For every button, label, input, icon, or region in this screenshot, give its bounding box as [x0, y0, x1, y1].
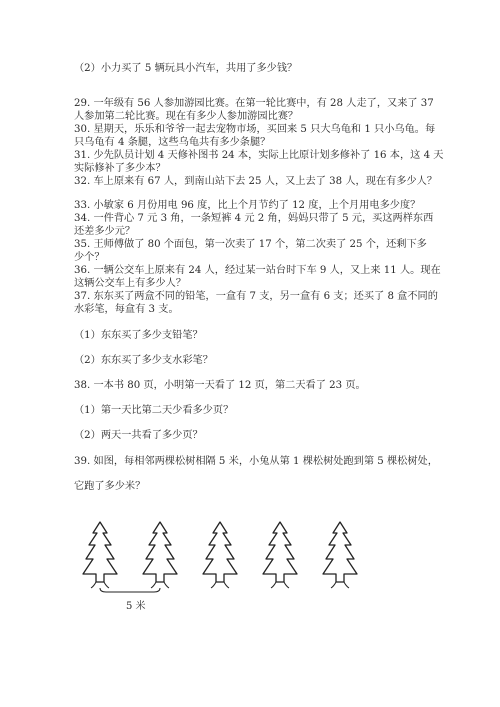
pine-tree-icon [203, 522, 237, 588]
question-31-line-2: 实际修补了多少本？ [74, 163, 166, 174]
question-34-line-1: 34. 一件背心 7 元 3 角，一条短裤 4 元 2 角，妈妈只带了 5 元，买这两样东西 [74, 213, 434, 224]
distance-brace [100, 588, 160, 592]
question-38: 38. 一本书 80 页，小明第一天看了 12 页，第二天看了 23 页。 [74, 380, 366, 391]
question-37-part-2: （2）东东买了多少支水彩笔？ [74, 355, 213, 366]
pine-tree-icon [143, 522, 177, 588]
question-30-line-2: 只乌龟有 4 条腿，这些乌龟共有多少条腿？ [74, 137, 271, 148]
question-33: 33. 小敏家 6 月份用电 96 度，比上个月节约了 12 度，上个月用电多少度？ [74, 200, 421, 211]
question-38-part-2: （2）两天一共看了多少页？ [74, 430, 203, 441]
pine-tree-icon [263, 522, 297, 588]
question-29-line-2: 人参加第二轮比赛。现在有多少人参加游园比赛？ [74, 111, 299, 122]
pine-tree-icon [323, 522, 357, 588]
question-29-line-1: 29. 一年级有 56 人参加游园比赛。在第一轮比赛中，有 28 人走了，又来了 37 [74, 98, 434, 109]
pine-tree-row [82, 518, 362, 608]
question-39-line-1: 39. 如图，每相邻两棵松树相隔 5 米，小兔从第 1 棵松树处跑到第 5 棵松树处， [74, 456, 438, 467]
distance-label: 5 米 [126, 601, 146, 612]
question-39-line-2: 它跑了多少米？ [74, 481, 146, 492]
pine-tree-icon [83, 522, 117, 588]
question-38-part-1: （1）第一天比第二天少看多少页？ [74, 405, 234, 416]
question-36-line-1: 36. 一辆公交车上原来有 24 人，经过某一站台时下车 9 人，又上来 11 人。现在 [74, 265, 441, 276]
question-37-line-2: 水彩笔，每盒有 3 支。 [74, 304, 179, 315]
question-30-line-1: 30. 星期天，乐乐和爷爷一起去宠物市场，买回来 5 只大乌龟和 1 只小乌龟。每 [74, 124, 436, 135]
question-34-line-2: 还差多少元？ [74, 226, 136, 237]
question-28-part-2: （2）小力买了 5 辆玩具小汽车，共用了多少钱？ [74, 63, 298, 74]
question-37-line-1: 37. 东东买了两盒不同的铅笔，一盒有 7 支，另一盒有 6 支；还买了 8 盒不同的 [74, 291, 438, 302]
question-35-line-2: 少个？ [74, 252, 105, 263]
question-37-part-1: （1）东东买了多少支铅笔？ [74, 330, 203, 341]
question-36-line-2: 这辆公交车上有多少人？ [74, 278, 187, 289]
question-31-line-1: 31. 少先队员计划 4 天修补图书 24 本，实际上比原计划多修补了 16 本，这 4 天 [74, 150, 444, 161]
question-35-line-1: 35. 王师傅做了 80 个面包，第一次卖了 17 个，第二次卖了 25 个，还剩下多 [74, 239, 427, 250]
pine-tree-figure [82, 518, 362, 608]
question-32: 32. 车上原来有 67 人，到南山站下去 25 人，又上去了 38 人，现在有多少人？ [74, 176, 438, 187]
